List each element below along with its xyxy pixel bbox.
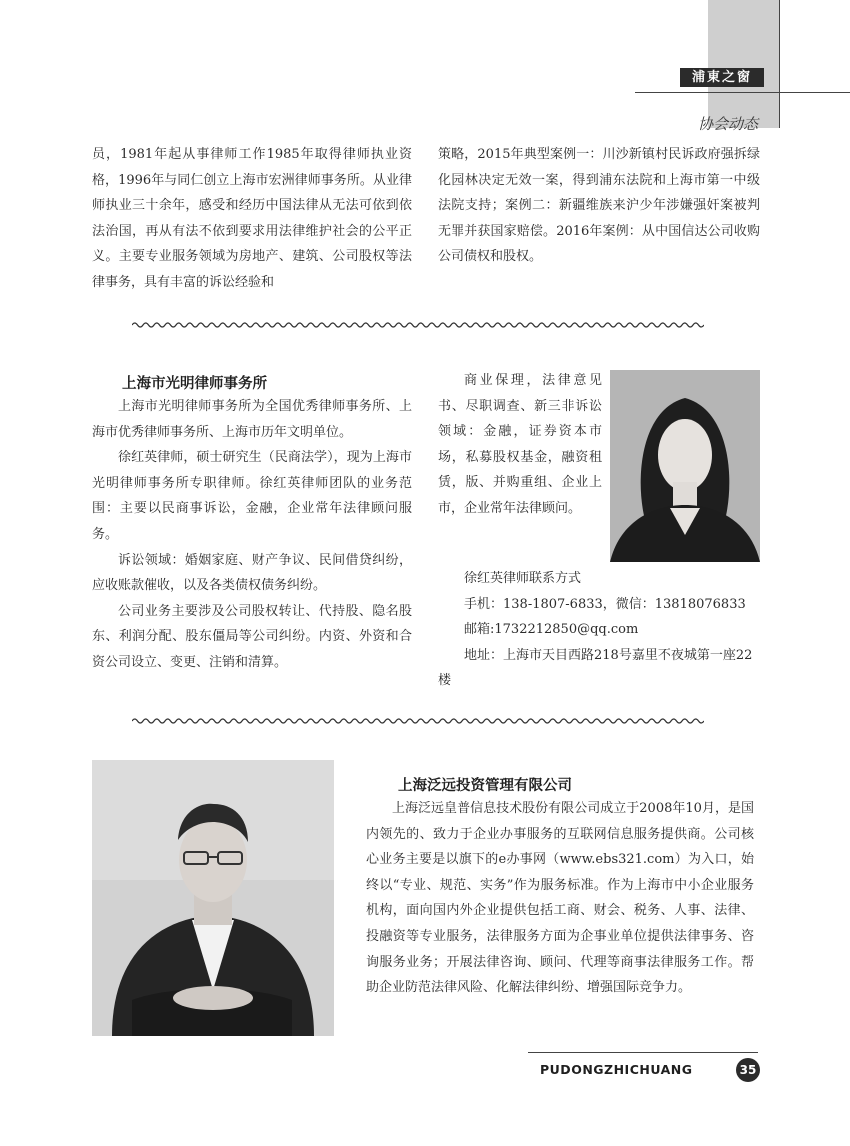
wavy-divider-2 (132, 716, 704, 726)
fanyuan-title: 上海泛远投资管理有限公司 (398, 778, 572, 794)
portrait-man-image (92, 760, 334, 1036)
top-left-text: 员，1981年起从事律师工作1985年取得律师执业资格，1996年与同仁创立上海市宏洲律师事务所。从业律师执业三十余年，感受和经历中国法律从无法可依到依法治国，再从有法不依到要求用法律维护社会的公平正义。主要专业服务领域为房地产、建筑、公司股权等法律事务，具有丰富的诉讼经验和 (92, 147, 412, 290)
contact-phone: 手机：138-1807-6833，微信：13818076833 (464, 596, 746, 612)
top-right-text: 策略，2015年典型案例一：川沙新镇村民诉政府强拆绿化园林决定无效一案，得到浦东法院和上海市第一中级法院支持；案例二：新疆维族来沪少年涉嫌强奸案被判无罪并获国家赔偿。2016年案例：从中国信达公司收购公司债权和股权。 (438, 147, 760, 265)
header-gray-block (708, 0, 780, 128)
portrait-photo-man (92, 760, 334, 1036)
contact-title: 徐红英律师联系方式 (464, 571, 582, 586)
contact-address: 地址：上海市天目西路218号嘉里不夜城第一座22楼 (438, 647, 753, 689)
magazine-logo: 浦東之窗 (680, 68, 764, 87)
top-right-column (438, 142, 760, 270)
guangming-paragraph-4: 公司业务主要涉及公司股权转让、代持股、隐名股东、利润分配、股东僵局等公司纠纷。内资、外资和合资公司设立、变更、注销和清算。 (92, 603, 412, 670)
header-vertical-rule (779, 0, 780, 128)
header-horizontal-rule (635, 92, 850, 93)
fanyuan-column (366, 796, 754, 1001)
footer-rule (528, 1052, 758, 1053)
section-label: 协会动态 (697, 115, 758, 133)
wavy-divider-1 (132, 320, 704, 330)
footer-magazine-name: PUDONGZHICHUANG (540, 1062, 693, 1077)
guangming-paragraph-3: 诉讼领域：婚姻家庭、财产争议、民间借贷纠纷，应收账款催收，以及各类债权债务纠纷。 (92, 552, 412, 594)
portrait-woman-image (610, 370, 760, 562)
top-left-column (92, 142, 412, 296)
contact-email: 邮箱:1732212850@qq.com (464, 622, 639, 638)
guangming-right-column (438, 368, 602, 522)
guangming-right-text: 商业保理，法律意见书、尽职调查、新三非诉讼领域：金融，证券资本市场，私募股权基金，融资租赁，版、并购重组、企业上市，企业常年法律顾问。 (438, 373, 602, 516)
guangming-left-column (92, 394, 412, 676)
fanyuan-text: 上海泛远皇普信息技术股份有限公司成立于2008年10月，是国内领先的、致力于企业办事服务的互联网信息服务提供商。公司核心业务主要是以旗下的e办事网（www.ebs321.com）为入口，始终以“专业、规范、实务”作为服务标准。作为上海市中小企业服务机构，面向国内外企业提供包括工商、财会、税务、人事、法律、投融资等专业服务，法律服务方面为企事业单位提供法律事务、咨询服务业务；开展法律咨询、顾问、代理等商事法律服务工作。帮助企业防范法律风险、化解法律纠纷、增强国际竞争力。 (366, 801, 754, 996)
portrait-photo-xu-hongying (610, 370, 760, 562)
guangming-title: 上海市光明律师事务所 (122, 376, 267, 392)
guangming-paragraph-2: 徐红英律师，硕士研究生（民商法学），现为上海市光明律师事务所专职律师。徐红英律师团队的业务范围：主要以民商事诉讼，金融，企业常年法律顾问服务。 (92, 450, 412, 542)
page-number: 35 (736, 1058, 760, 1082)
guangming-paragraph-1: 上海市光明律师事务所为全国优秀律师事务所、上海市优秀律师事务所、上海市历年文明单位。 (92, 399, 412, 440)
guangming-contact (438, 566, 762, 694)
